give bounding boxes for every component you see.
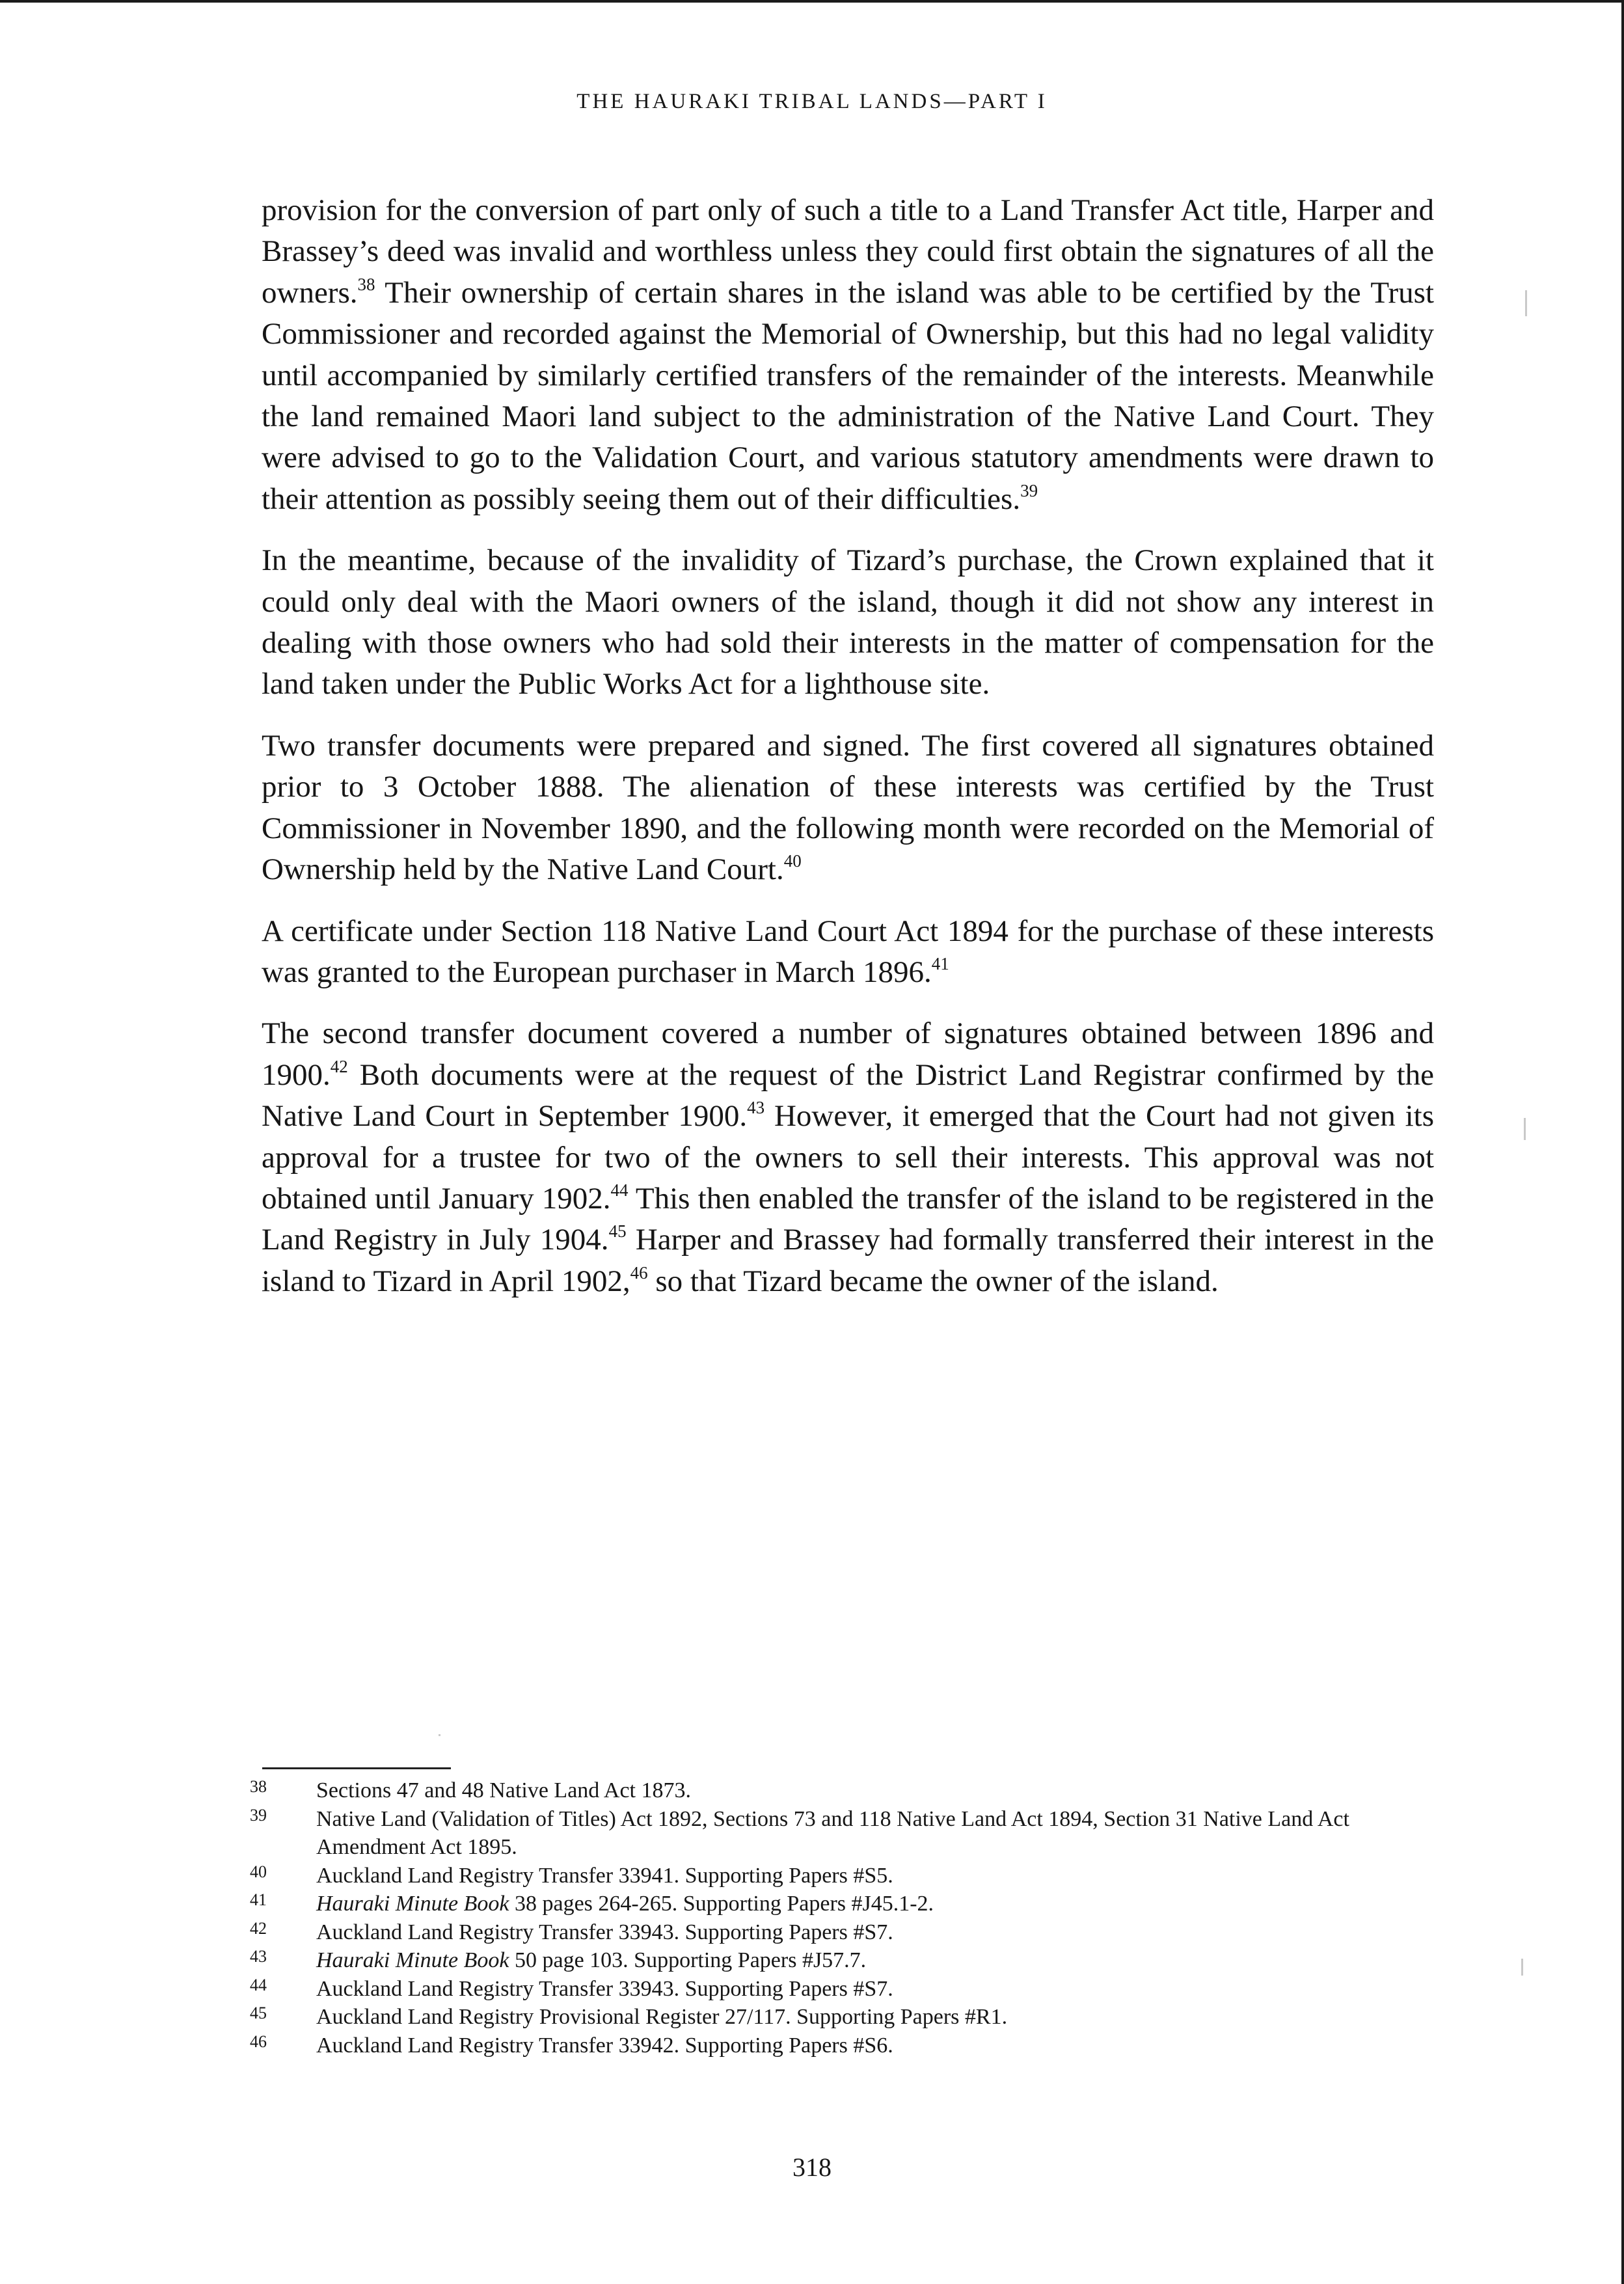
footnote-title: Hauraki Minute Book [316,1892,509,1916]
footnote-number: 41 [250,1890,267,1909]
footnote-number: 40 [250,1862,267,1881]
footnote-number: 44 [250,1975,267,1994]
scan-speck [439,1734,440,1736]
paragraph-text: Their ownership of certain shares in the island was able to be certified by the Trust Commissioner and recorded against the Memorial of Ownership, but this had no legal validity until accompanied by similarly certified transfers of the remainder of the interests. Meanwhile the land remained Maori land subject to the administration of the Native Land Court. They were advised to go to the Validation Court, and various statutory amendments were drawn to their attention as possibly seeing them out of their difficulties. [262,275,1434,516]
footnote-number: 42 [250,1918,267,1938]
body-paragraph [262,1013,1434,1302]
footnote [250,1776,1421,1805]
footnote-number: 46 [250,2032,267,2051]
footnote [250,1805,1421,1862]
scan-border-right [1621,0,1624,2284]
paragraph-text: The second transfer document covered a number of signatures obtained between 1896 and 1900. [262,1016,1434,1092]
footnote-text [316,1918,1421,1947]
footnote-ref[interactable]: 39 [1020,480,1038,500]
body-text [262,190,1434,1322]
footnote-title: Hauraki Minute Book [316,1948,509,1972]
body-paragraph [262,190,1434,520]
footnote-rule [262,1767,451,1769]
footnote-text [316,1805,1421,1862]
footnotes [250,1776,1421,2060]
footnote [250,1975,1421,2004]
footnote-text [316,1776,1421,1805]
footnote-ref[interactable]: 44 [610,1180,629,1200]
footnote-text [316,1890,1421,1918]
page-number: 318 [792,2153,832,2182]
footnote [250,2003,1421,2032]
paragraph-text: Both documents were at the request of the District Land Registrar confirmed by the Native Land Court in September 1900. [262,1057,1434,1134]
footnote-citation: Native Land (Validation of Titles) Act 1892, Sections 73 and 118 Native Land Act 1894, Section 31 Native Land Act Amendment Act 1895. [316,1806,1349,1859]
body-paragraph [262,911,1434,994]
footnote [250,1946,1421,1975]
running-head: THE HAURAKI TRIBAL LANDS—PART I [576,90,1048,113]
footnote-text [316,1862,1421,1890]
paragraph-text: Harper and Brassey had formally transferred their interest in the island to Tizard in April 1902, [262,1223,1435,1298]
footnote-text [316,2032,1421,2060]
footnote-ref[interactable]: 45 [608,1221,627,1242]
footnote-citation: 50 page 103. Supporting Papers #J57.7. [509,1948,867,1972]
footnote-ref[interactable]: 38 [357,274,375,294]
footnote-text [316,1975,1421,2004]
paragraph-text: Two transfer documents were prepared and signed. The first covered all signatures obtained prior to 3 October 1888. The alienation of these interests was certified by the Trust Commissioner in November 1890, and the following month were recorded on the Memorial of Ownership held by the Native Land Court. [262,728,1434,887]
footnote-citation: Auckland Land Registry Transfer 33943. Supporting Papers #S7. [316,1920,893,1944]
footnote-number: 43 [250,1947,267,1966]
footnote-citation: Auckland Land Registry Provisional Register 27/117. Supporting Papers #R1. [316,2005,1008,2029]
paragraph-text: so that Tizard became the owner of the island. [647,1264,1219,1298]
footnote-ref[interactable]: 43 [747,1098,765,1118]
footnote-citation: Auckland Land Registry Transfer 33941. Supporting Papers #S5. [316,1863,893,1888]
footnote-citation: Auckland Land Registry Transfer 33943. Supporting Papers #S7. [316,1976,893,2001]
scan-speck [1521,1959,1523,1976]
footnote-text [316,1946,1421,1975]
paragraph-text: A certificate under Section 118 Native Land Court Act 1894 for the purchase of these interests was granted to the European purchaser in March 1896. [262,914,1434,989]
footnote [250,1862,1421,1890]
paragraph-text: In the meantime, because of the invalidity of Tizard’s purchase, the Crown explained that it could only deal with the Maori owners of the island, though it did not show any interest in dealing with those owners who had sold their interests in the matter of compensation for the land taken under the Public Works Act for a lighthouse site. [262,543,1434,701]
body-paragraph [262,726,1434,891]
footnote-ref[interactable]: 41 [931,953,949,973]
footnote-citation: 38 pages 264-265. Supporting Papers #J45.1-2. [509,1892,934,1916]
footnote [250,1890,1421,1918]
scan-speck [1524,1118,1526,1140]
body-paragraph [262,540,1434,705]
paragraph-text: This then enabled the transfer of the island to be registered in the Land Registry in July 1904. [262,1181,1434,1257]
footnote-number: 45 [250,2004,267,2022]
footnote [250,2032,1421,2060]
footnote-number: 39 [250,1805,267,1825]
footnote-ref[interactable]: 42 [330,1056,348,1076]
paragraph-text: However, it emerged that the Court had not given its approval for a trustee for two of the owners to sell their interests. This approval was not obtained until January 1902. [262,1099,1434,1216]
scan-border-top [0,0,1624,3]
footnote-ref[interactable]: 46 [630,1262,648,1283]
footnote-text [316,2003,1421,2032]
footnote-citation: Auckland Land Registry Transfer 33942. Supporting Papers #S6. [316,2033,893,2058]
footnote [250,1918,1421,1947]
scan-speck [1525,290,1527,316]
footnote-number: 38 [250,1777,267,1796]
footnote-ref[interactable]: 40 [783,851,802,871]
footnote-citation: Sections 47 and 48 Native Land Act 1873. [316,1778,692,1802]
paragraph-text: provision for the conversion of part only of such a title to a Land Transfer Act title, Harper and Brassey’s deed was invalid and worthless unless they could first obtain the signatures of all the owners. [262,193,1434,310]
